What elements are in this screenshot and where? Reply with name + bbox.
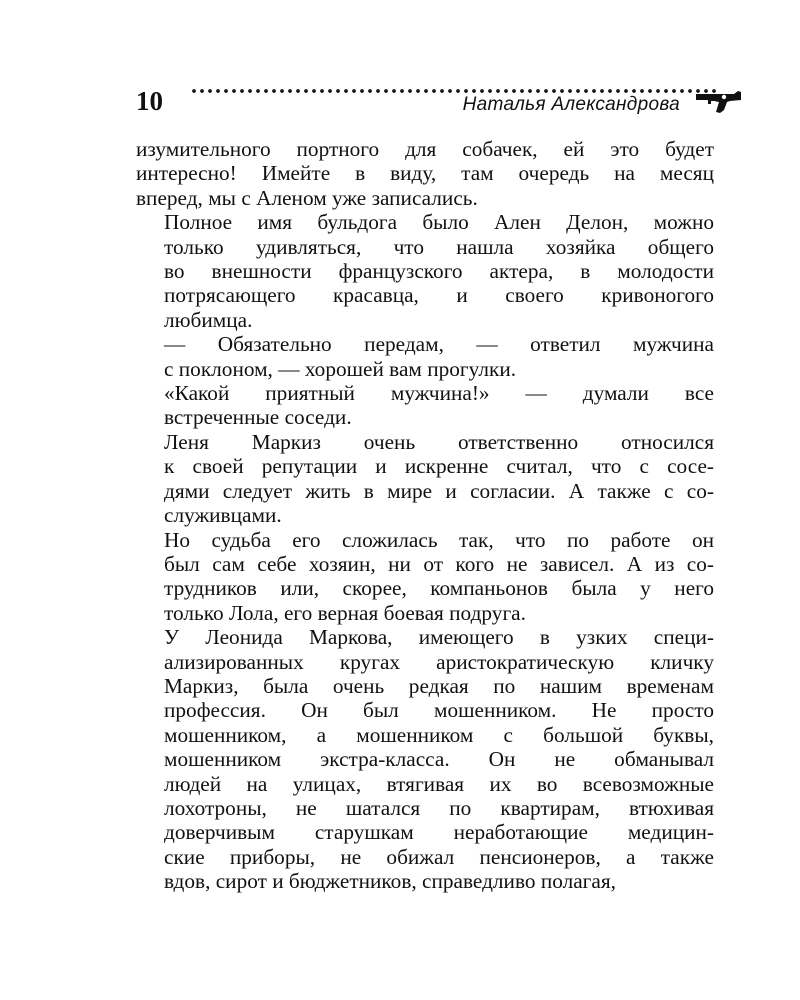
body-text (136, 137, 714, 894)
text-line: мошенником, а мошенником с большой буквы, (164, 722, 714, 747)
paragraph (136, 381, 714, 430)
page-number: 10 (136, 86, 163, 116)
text-line: мошенником экстра-класса. Он не обманывал (164, 747, 714, 772)
paragraph (136, 332, 714, 381)
text-line: был сам себе хозяин, ни от кого не зависел. А из со- (164, 551, 714, 576)
running-header (132, 80, 742, 130)
text-line: Маркиз, была очень редкая по нашим временам (164, 673, 714, 698)
paragraph (136, 430, 714, 528)
text-line: с поклоном, — хорошей вам прогулки. (164, 356, 517, 381)
text-line: только удивляться, что нашла хозяйка общего (164, 234, 714, 259)
text-line: «Какой приятный мужчина!» — думали все (164, 381, 714, 406)
text-line: ализированных кругах аристократическую кличку (164, 649, 714, 674)
text-line: к своей репутации и искренне считал, что с сосе- (164, 454, 714, 479)
text-line: служивцами. (164, 503, 282, 528)
text-line: интересно! Имейте в виду, там очередь на месяц (136, 161, 714, 186)
paragraph (136, 625, 714, 893)
text-line: профессия. Он был мошенником. Не просто (164, 698, 714, 723)
paragraph (136, 528, 714, 626)
running-head-author: Наталья Александрова (462, 94, 680, 115)
text-line: Полное имя бульдога было Ален Делон, можно (164, 210, 714, 235)
paragraph (136, 210, 714, 332)
text-line: изумительного портного для собачек, ей это будет (136, 137, 714, 161)
text-line: во внешности французского актера, в молодости (164, 259, 714, 284)
text-line: встреченные соседи. (164, 405, 352, 430)
text-line: дями следует жить в мире и согласии. А также с со- (164, 478, 714, 503)
text-line: людей на улицах, втягивая их во всевозможные (164, 771, 714, 796)
text-line: У Леонида Маркова, имеющего в узких специ- (164, 625, 714, 650)
text-line: вперед, мы с Аленом уже записались. (136, 185, 478, 210)
text-line: Леня Маркиз очень ответственно относился (164, 429, 714, 454)
text-line: вдов, сирот и бюджетников, справедливо полагая, (164, 869, 616, 894)
paragraph (136, 137, 714, 210)
text-line: ские приборы, не обижал пенсионеров, а также (164, 844, 714, 869)
text-line: любимца. (164, 307, 253, 332)
text-line: потрясающего красавца, и своего кривоногого (164, 283, 714, 308)
text-line: Но судьба его сложилась так, что по работе он (164, 527, 714, 552)
text-line: — Обязательно передам, — ответил мужчина (164, 332, 714, 357)
text-line: доверчивым старушкам неработающие медицин- (164, 820, 714, 845)
revolver-icon (694, 88, 744, 116)
text-line: только Лола, его верная боевая подруга. (164, 600, 526, 625)
text-line: трудников или, скорее, компаньонов была у него (164, 576, 714, 601)
text-line: лохотроны, не шатался по квартирам, втюхивая (164, 795, 714, 820)
